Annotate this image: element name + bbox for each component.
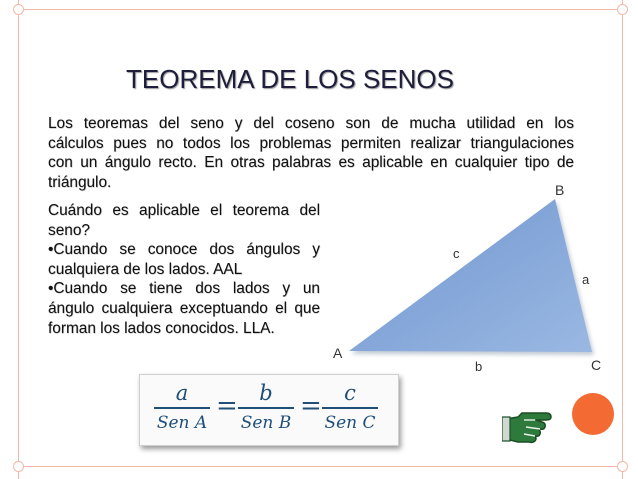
fraction-bar — [238, 407, 294, 409]
vertex-label-a: A — [333, 345, 343, 361]
triangle-shape — [349, 199, 592, 352]
frame-dot-top-right — [617, 4, 628, 15]
vertex-label-b: B — [555, 182, 565, 198]
orange-circle-icon — [572, 393, 614, 435]
conditions-line: •Cuando se conoce dos ángulos y — [48, 241, 320, 259]
fraction-bar — [322, 407, 378, 409]
fraction-numerator: c — [344, 381, 356, 405]
slide-title: TEOREMA DE LOS SENOS — [126, 64, 454, 94]
frame-dot-top-left — [13, 4, 24, 15]
conditions-line: cualquiera de los lados. AAL — [48, 260, 243, 278]
equals-sign: = — [300, 391, 322, 421]
fraction-denominator: Sen B — [240, 413, 292, 433]
fraction-c — [322, 381, 378, 434]
side-label-b: b — [475, 359, 483, 374]
frame-line-right — [622, 0, 623, 479]
frame-line-bottom — [18, 466, 623, 467]
frame-line-left — [18, 0, 19, 479]
side-label-a: a — [582, 272, 590, 287]
conditions-text — [48, 201, 320, 338]
frame-dot-bottom-left — [13, 461, 24, 472]
conditions-line: Cuándo es aplicable el teorema del — [48, 202, 320, 219]
fraction-bar — [154, 407, 210, 409]
triangle-diagram — [325, 178, 615, 378]
fraction-numerator: a — [175, 381, 189, 405]
fraction-denominator: Sen A — [156, 413, 208, 433]
fraction-numerator: b — [259, 381, 273, 405]
fraction-b — [238, 381, 294, 434]
conditions-line: ángulo cualquiera exceptuando el que — [48, 299, 320, 317]
intro-line: con un ángulo recto. En otras palabras es aplicable en cualquier tipo de — [48, 154, 574, 172]
conditions-line: •Cuando se tiene dos lados y un — [48, 280, 320, 298]
frame-dot-bottom-right — [617, 461, 628, 472]
intro-line: triángulo. — [48, 173, 112, 191]
equals-sign: = — [216, 391, 238, 421]
side-label-c: c — [453, 246, 460, 261]
law-of-sines-formula — [139, 374, 399, 446]
intro-line: Los teoremas del seno y del coseno son de mucha utilidad en los — [48, 115, 574, 132]
fraction-denominator: Sen C — [324, 413, 376, 433]
conditions-line: seno? — [48, 221, 90, 239]
fraction-a — [154, 381, 210, 434]
pointing-hand-icon[interactable] — [502, 405, 564, 451]
vertex-label-c: C — [591, 357, 602, 373]
frame-line-top — [18, 9, 623, 10]
intro-line: cálculos pues no todos los problemas permiten realizar triangulaciones — [48, 134, 574, 152]
conditions-line: forman los lados conocidos. LLA. — [48, 319, 275, 337]
